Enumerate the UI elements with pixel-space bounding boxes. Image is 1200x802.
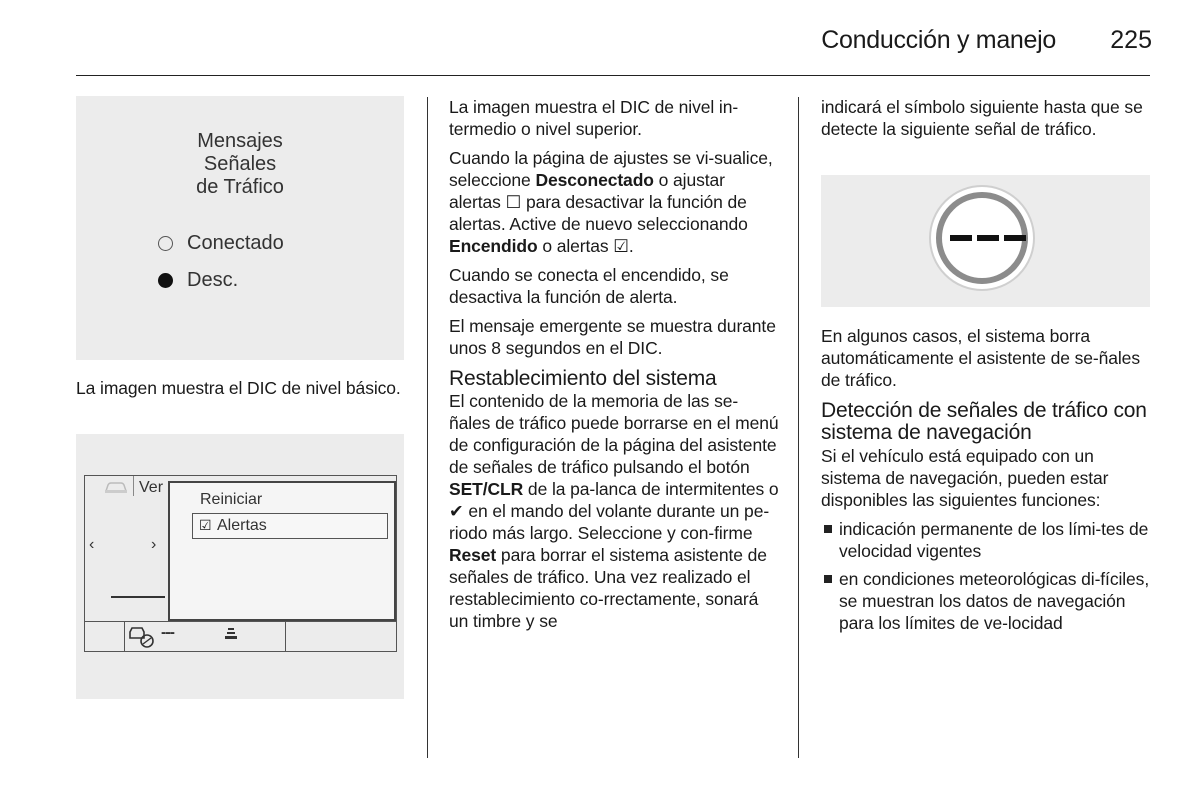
figure-dic-reset-menu <box>76 434 404 699</box>
traffic-sign-icon <box>929 185 1035 291</box>
level-bars-icon <box>223 627 239 641</box>
chevron-right-icon: › <box>151 536 157 553</box>
dic-screen <box>84 475 397 652</box>
radio-unselected-icon <box>158 236 173 251</box>
column-3-text-top <box>821 96 1151 147</box>
paragraph: Si el vehículo está equipado con un sistema de navegación, pueden estar disponibles las siguientes funciones: <box>821 446 1109 510</box>
column-divider-2 <box>798 97 799 758</box>
level-indicator-line <box>111 596 165 598</box>
dash-mark <box>977 235 999 241</box>
car-icon <box>103 481 129 495</box>
paragraph: En algunos casos, el sistema borra automáticamente el asistente de se-ñales de tráfico. <box>821 326 1140 390</box>
option-desc <box>158 269 238 292</box>
page-header-title: Conducción y manejo <box>821 26 1056 54</box>
paragraph: Cuando la página de ajustes se vi-sualice, seleccione Desconectado o ajustar alertas ☐ para desactivar la función de alertas. Active de nuevo seleccionando Encendido o alertas ☑. <box>449 148 773 256</box>
chevron-left-icon: ‹ <box>89 536 95 553</box>
list-item <box>821 568 1151 634</box>
column-3-text-bottom <box>821 325 1151 640</box>
header-divider <box>76 75 1150 76</box>
status-cell-left <box>85 622 125 652</box>
sign-ring <box>936 192 1028 284</box>
menu-item-reiniciar: Reiniciar <box>200 491 263 508</box>
paragraph: El contenido de la memoria de las se-ñales de tráfico puede borrarse en el menú de configuración de la página del asistente de señales de tráfico pulsando el botón SET/CLR de la pa-lanca de intermitentes o ✔ en el mando del volante durante un pe-riodo más largo. Seleccione y con-firme Reset para borrar el sistema asistente de señales de tráfico. Una vez realizado el restablecimiento co-rrectamente, sonará un timbre y se <box>449 391 779 631</box>
dash-mark <box>950 235 972 241</box>
settings-popup <box>168 481 396 621</box>
section-heading: Restablecimiento del sistema <box>449 367 717 390</box>
status-dashes: --- <box>161 624 174 641</box>
checkbox-checked-icon: ☑ <box>199 517 212 533</box>
list-item <box>821 518 1151 562</box>
figure-dic-basic-settings <box>76 96 404 360</box>
figure-title-line: Mensajes <box>197 130 283 152</box>
figure-caption: La imagen muestra el DIC de nivel básico. <box>76 378 401 398</box>
paragraph: La imagen muestra el DIC de nivel in-termedio o nivel superior. <box>449 97 739 139</box>
menu-item-alertas: Alertas <box>217 517 267 534</box>
section-heading: Detección de señales de tráfico con sistema de navegación <box>821 399 1147 444</box>
tab-divider <box>133 476 134 496</box>
bullet-square-icon <box>824 575 832 583</box>
bullet-square-icon <box>824 525 832 533</box>
column-2-text <box>449 96 779 639</box>
figure-title-line: Señales <box>203 153 277 175</box>
figure-title-line: de Tráfico <box>196 176 284 198</box>
tab-label: Ver <box>139 479 164 496</box>
status-cell-divider <box>285 622 286 652</box>
dash-mark <box>1004 235 1026 241</box>
radio-selected-icon <box>158 273 173 288</box>
menu-item-alertas-highlight <box>192 513 388 539</box>
option-label: Conectado <box>187 232 284 254</box>
paragraph: Cuando se conecta el encendido, se desactiva la función de alerta. <box>449 265 729 307</box>
figure-title <box>76 130 404 199</box>
status-bar-divider <box>85 621 396 622</box>
page-number: 225 <box>1110 26 1152 54</box>
option-label: Desc. <box>187 269 239 291</box>
paragraph: El mensaje emergente se muestra durante unos 8 segundos en el DIC. <box>449 316 776 358</box>
figure-traffic-sign-symbol <box>821 175 1150 307</box>
column-divider-1 <box>427 97 428 758</box>
traffic-sign-camera-icon <box>127 626 157 648</box>
list-item-text: en condiciones meteorológicas di-fíciles, se muestran los datos de navegación para los límites de ve-locidad <box>839 569 1150 633</box>
option-conectado <box>158 232 284 255</box>
paragraph: indicará el símbolo siguiente hasta que se detecte la siguiente señal de tráfico. <box>821 97 1143 139</box>
list-item-text: indicación permanente de los lími-tes de velocidad vigentes <box>839 519 1149 561</box>
